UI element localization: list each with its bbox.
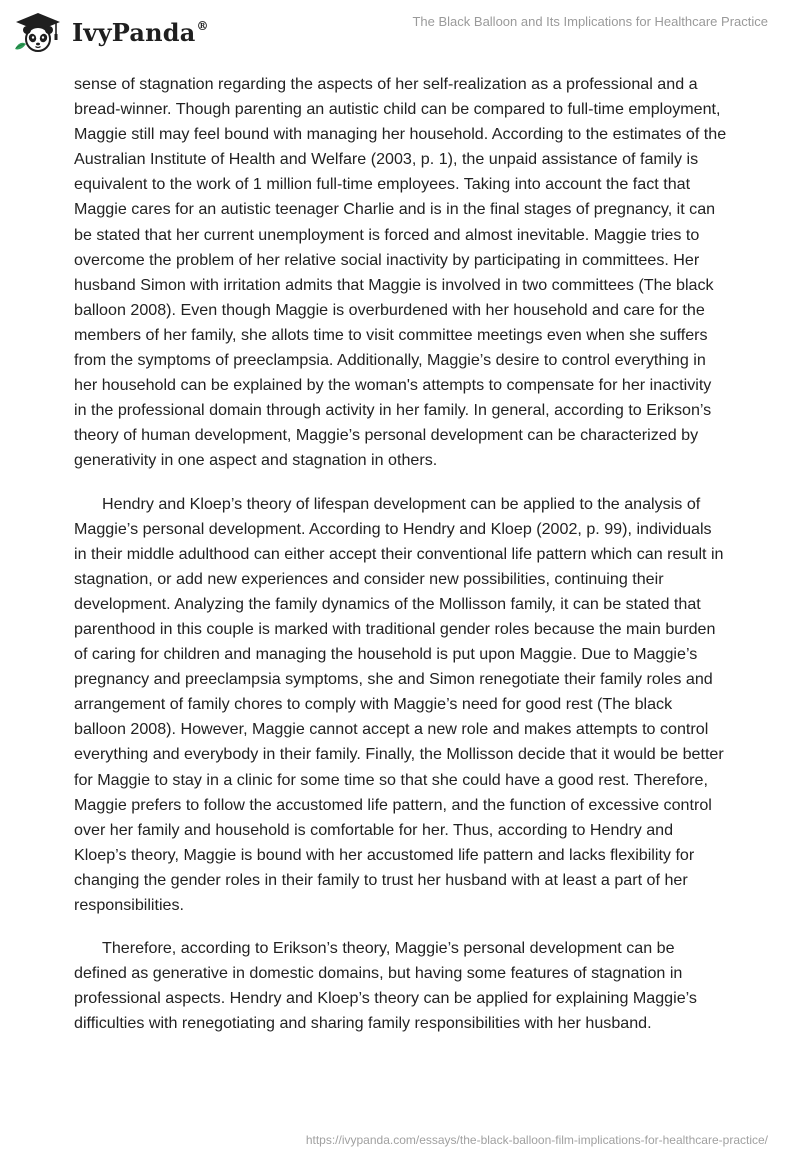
registered-mark: ® bbox=[196, 18, 209, 33]
article-paragraph: Hendry and Kloep’s theory of lifespan development can be applied to the analysis of Maggie’s personal development. According to Hendry and Kloep (2002, p. 99), individuals in their middle adulthood can either accept their conventional life pattern which can result in stagnation, or add new experiences and consider new possibilities, continuing their development. Analyzing the family dynamics of the Mollisson family, it can be stated that parenthood in this couple is marked with traditional gender roles because the main burden of caring for children and managing the household is put upon Maggie. Due to Maggie’s pregnancy and preeclampsia symptoms, she and Simon renegotiate their family roles and arrangement of family chores to comply with Maggie’s need for good rest (The black balloon 2008). However, Maggie cannot accept a new role and makes attempts to control everything and everybody in their family. Finally, the Mollisson decide that it would be better for Maggie to stay in a clinic for some time so that she could have a good rest. Therefore, Maggie prefers to follow the accustomed life pattern, and the function of excessive control over her family and household is comfortable for her. Thus, according to Hendry and Kloep’s theory, Maggie is bound with her accustomed life pattern and lacks flexibility for changing the gender roles in their family to trust her husband with at least a part of her responsibilities. bbox=[74, 494, 724, 914]
panda-graduate-icon bbox=[12, 9, 64, 53]
brand-name: IvyPanda® bbox=[72, 17, 209, 47]
document-title: The Black Balloon and Its Implications for Healthcare Practice bbox=[412, 14, 768, 29]
article-body bbox=[74, 72, 728, 1054]
article-paragraph: sense of stagnation regarding the aspects of her self-realization as a professional and a bread-winner. Though parenting an autistic child can be compared to full-time employment, Maggie still may feel bound with managing her household. According to the estimates of the Australian Institute of Health and Welfare (2003, p. 1), the unpaid assistance of family is equivalent to the work of 1 million full-time employees. Taking into account the fact that Maggie cares for an autistic teenager Charlie and is in the final stages of pregnancy, it can be stated that her current unemployment is forced and almost inevitable. Maggie tries to overcome the problem of her relative social inactivity by participating in committees. Her husband Simon with irritation admits that Maggie is involved in two committees (The black balloon 2008). Even though Maggie is overburdened with her household and care for the members of her family, she allots time to visit committee meetings even when she suffers from the symptoms of preeclampsia. Additionally, Maggie’s desire to control everything in her household can be explained by the woman's attempts to compensate for her inactivity in the professional domain through activity in her family. In general, according to Erikson’s theory of human development, Maggie’s personal development can be characterized by generativity in one aspect and stagnation in others. bbox=[74, 75, 727, 470]
brand-logo[interactable] bbox=[12, 9, 209, 53]
page-header bbox=[0, 0, 800, 60]
source-url-link[interactable]: https://ivypanda.com/essays/the-black-balloon-film-implications-for-healthcare-practice/ bbox=[305, 1133, 768, 1147]
article-paragraph: Therefore, according to Erikson’s theory, Maggie’s personal development can be defined as generative in domestic domains, but having some features of stagnation in professional aspects. Hendry and Kloep’s theory can be applied for explaining Maggie’s difficulties with renegotiating and sharing family responsibilities with her husband. bbox=[74, 939, 697, 1033]
